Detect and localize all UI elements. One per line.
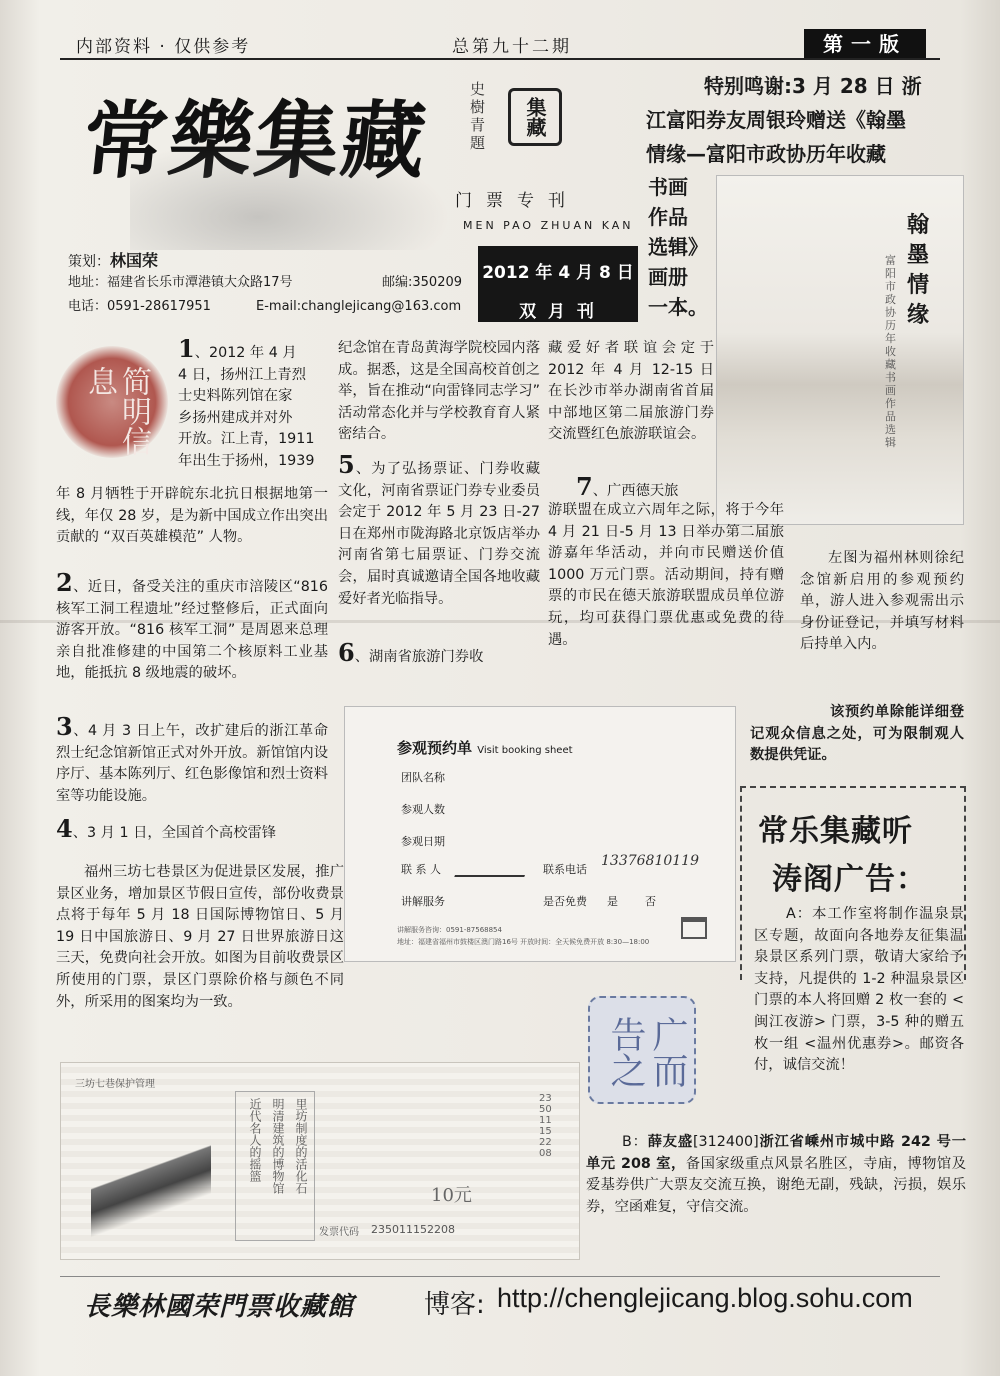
form-option-no: 否	[645, 895, 656, 908]
info-seal-stamp	[56, 346, 168, 458]
landscape-wash	[130, 140, 450, 250]
thanks-col-line: 选辑》	[648, 235, 708, 259]
email: E-mail:changlejicang@163.com	[256, 299, 462, 314]
museum-logo-icon	[681, 917, 707, 939]
thanks-line3: 情缘—富阳市政协历年收藏	[646, 142, 886, 166]
news-item-3	[56, 712, 328, 807]
news-number: 3	[56, 712, 73, 741]
form-field-contact: 联 系 人	[401, 863, 441, 876]
news-text: 、为了弘扬票证、门券收藏文化，河南省票证门券专业委员会定于 2012 年 5 月 23 日-27 日在郑州市陇海路北京饭店举办河南省第七届票证、门券交流会，届时真诚邀请全国各地收藏爱好者光临指导。	[338, 461, 540, 607]
news-number: 2	[56, 568, 73, 597]
form-footer-address: 地址：福建省福州市鼓楼区澳门路16号 开放时间：全天候免费开放 8:30—18:00	[397, 938, 650, 946]
form-field-count: 参观人数	[401, 803, 445, 816]
ad-b-code: [312400]	[692, 1134, 759, 1150]
ticket-image	[60, 1062, 580, 1260]
footer-blog-url[interactable]: http://chenglejicang.blog.sohu.com	[497, 1283, 913, 1313]
book-title: 翰墨情缘	[907, 212, 930, 328]
form-field-guide: 讲解服务	[401, 895, 445, 908]
ticket-serial-vertical: 235011152208	[539, 1093, 552, 1159]
news-item-7-head	[548, 472, 714, 503]
phone: 电话：0591-28617951	[68, 299, 211, 314]
booking-caption: 左图为福州林则徐纪念馆新启用的参观预约单，游人进入参观需出示身份证登记，并填写材料后持单入内。	[800, 550, 964, 653]
handwritten-signature	[454, 851, 533, 877]
news-item-6-tail: 藏爱好者联谊会定于 2012 年 4 月 12-15 日在长沙市举办湖南省首届中部地区第二届旅游门券交流暨红色旅游联谊会。	[548, 340, 714, 443]
ticket-slogan-col: 明清建筑的博物馆	[271, 1098, 285, 1194]
book-subtitle: 富阳市政协历年收藏书画作品选辑	[885, 254, 896, 449]
news-number: 4	[56, 814, 73, 843]
masthead-seal: 集藏	[508, 88, 562, 146]
subtitle-pinyin: MEN PAO ZHUAN KAN	[463, 219, 634, 232]
thanks-col-line: 一本。	[648, 295, 708, 319]
postcode: 邮编:350209	[382, 275, 463, 290]
news-text: 、4 月 3 日上午，改扩建后的浙江革命烈士纪念馆新馆正式对外开放。新馆馆内设序厅、基本陈列厅、红色影像馆和烈士资料室等功能设施。	[56, 723, 328, 804]
form-field-team: 团队名称	[401, 771, 445, 784]
handwritten-phone: 13376810119	[601, 853, 699, 869]
ticket-header: 三坊七巷保护管理	[75, 1079, 155, 1090]
thanks-line2: 江富阳券友周银玲赠送《翰墨	[646, 108, 906, 132]
ticket-price: 10元	[431, 1185, 472, 1206]
thanks-line1: 特别鸣谢:3 月 28 日 浙	[704, 74, 922, 98]
news-text: 、3 月 1 日，全国首个高校雷锋	[72, 825, 277, 841]
news-text: 、广西德天旅	[592, 483, 679, 499]
form-title-en: Visit booking sheet	[477, 745, 573, 756]
news-text: 、2012 年 4 月	[194, 345, 297, 361]
ticket-invoice-label: 发票代码	[319, 1227, 359, 1238]
ad-item-a: A：本工作室将制作温泉景区专题，故面向各地券友征集温泉景区系列门票，敬请大家给予支持，凡提供的 1-2 种温泉景区门票的本人将回赠 2 枚一套的 <闽江夜游> 门票，3-5 种的赠五枚一组 <温州优惠券>。邮资各付，诚信交流！	[754, 906, 964, 1074]
date-box	[478, 246, 638, 322]
thanks-column	[648, 172, 716, 322]
issue-frequency: 双 月 刊	[519, 302, 597, 322]
news-text: 、湖南省旅游门券收	[354, 649, 484, 665]
news-text: 士史料陈列馆在家	[178, 388, 293, 405]
pagoda-roof-illustration	[91, 1123, 211, 1243]
thanks-col-line: 书画	[648, 175, 688, 199]
form-field-free: 是否免费	[543, 895, 587, 908]
news-number: 1	[178, 334, 195, 363]
news-item-5	[338, 450, 540, 610]
booking-form-image	[344, 706, 736, 962]
news-text: 乡扬州建成并对外	[178, 409, 293, 426]
form-field-phone: 联系电话	[543, 863, 587, 876]
form-option-yes: 是	[607, 895, 618, 908]
planner-label: 策划：	[68, 254, 110, 270]
ad-title-line2: 涛阁广告：	[772, 862, 927, 897]
internal-notice: 内部资料 · 仅供参考	[76, 37, 251, 57]
news-text: 、近日，备受关注的重庆市涪陵区“816 核军工洞工程遗址”经过整修后，正式面向游客开放。“816 核军工洞” 是周恩来总理亲自批准修建的中国第二个核原料工业基地，能抵抗 8 级地震的破坏。	[56, 579, 328, 682]
ad-b-label: B：	[622, 1134, 648, 1150]
ticket-serial: 235011152208	[371, 1223, 455, 1236]
footer-blog-label: 博客:	[424, 1290, 485, 1320]
fuzhou-item: 福州三坊七巷景区为促进景区发展，推广景区业务，增加景区节假日宣传，部份收费景点将于每年 5 月 18 日国际博物馆日、5 月 19 日中国旅游日、9 月 27 日世界旅游日这三天，免费向社会开放。如图为目前收费景区所使用的门票，景区门票除价格与颜色不同外，所采用的图案均为一致。	[56, 864, 344, 1010]
ad-b-address: 浙江省嵊州市城中路 242 号一单元 208 室，	[586, 1134, 966, 1172]
issue-date: 2012 年 4 月 8 日	[482, 263, 634, 283]
form-title-text: 参观预约单	[397, 739, 473, 757]
news-item-2	[56, 568, 328, 685]
news-number: 5	[338, 450, 355, 479]
news-item-1-tail: 年 8 月牺牲于开辟皖东北抗日根据地第一线，年仅 28 岁，是为新中国成立作出突出贡献的 “双百英雄模范” 人物。	[56, 486, 328, 546]
news-text: 开放。江上青，1911	[178, 431, 315, 448]
news-number: 6	[338, 638, 355, 667]
ad-stamp	[588, 996, 696, 1104]
book-cover-image	[716, 175, 964, 525]
news-text: 年出生于扬州，1939	[178, 452, 315, 469]
news-item-4-tail: 纪念馆在青岛黄海学院校园内落成。据悉，这是全国高校首创之举，旨在推动“向雷锋同志学习” 活动常态化并与学校教育育人紧密结合。	[338, 340, 540, 443]
planner-name: 林国荣	[110, 251, 159, 270]
issue-number: 总第九十二期	[452, 37, 572, 57]
subtitle: 门票专刊	[455, 191, 579, 211]
info-seal-text: 简明信息	[82, 366, 151, 456]
news-item-1-head	[178, 334, 326, 473]
footer-rule	[60, 1276, 940, 1277]
footer-museum-name: 長樂林國荣門票收藏館	[84, 1292, 355, 1322]
calligrapher-signature: 史樹青題	[470, 80, 486, 152]
ticket-slogan	[235, 1091, 315, 1241]
news-item-6-head	[338, 638, 540, 669]
thanks-col-line: 作品	[648, 205, 688, 229]
news-item-7-tail: 游联盟在成立六周年之际，将于今年 4 月 21 日-5 月 13 日举办第二届旅游嘉年华活动，并向市民赠送价值 1000 万元门票。活动期间，持有赠票的市民在德天旅游联盟成员单位游玩，均可获得门票优惠或免费的待遇。	[548, 502, 784, 648]
ad-title-line1: 常乐集藏听	[758, 814, 913, 849]
planner-line	[68, 248, 158, 271]
top-rule	[60, 58, 940, 60]
news-number: 7	[576, 472, 593, 501]
news-item-4-head	[56, 814, 328, 845]
booking-caption-bold: 该预约单除能详细登记观众信息之处，可为限制观人数提供凭证。	[750, 704, 964, 764]
form-title	[397, 737, 573, 758]
ad-item-b	[586, 1132, 966, 1218]
ad-b-name: 薛友盛	[647, 1134, 693, 1150]
ad-stamp-text: 广而告之	[605, 1016, 688, 1088]
ticket-slogan-col: 近代名人的摇篮	[248, 1098, 262, 1182]
news-text: 4 日，扬州江上青烈	[178, 366, 307, 383]
form-footer-phone: 讲解服务咨询：0591-87568854	[397, 926, 502, 934]
address: 地址：福建省长乐市潭港镇大众路17号	[68, 275, 293, 290]
form-field-date: 参观日期	[401, 835, 445, 848]
ticket-slogan-col: 里坊制度的活化石	[294, 1098, 308, 1194]
thanks-col-line: 画册	[648, 265, 688, 289]
edition-badge: 第一版	[804, 29, 926, 59]
ad-b-rest: 备国家级重点风景名胜区，寺庙，博物馆及爱基券供广大票友交流互换，谢绝无副，残缺，污损，娱乐券，空函难复，守信交流。	[586, 1155, 966, 1215]
